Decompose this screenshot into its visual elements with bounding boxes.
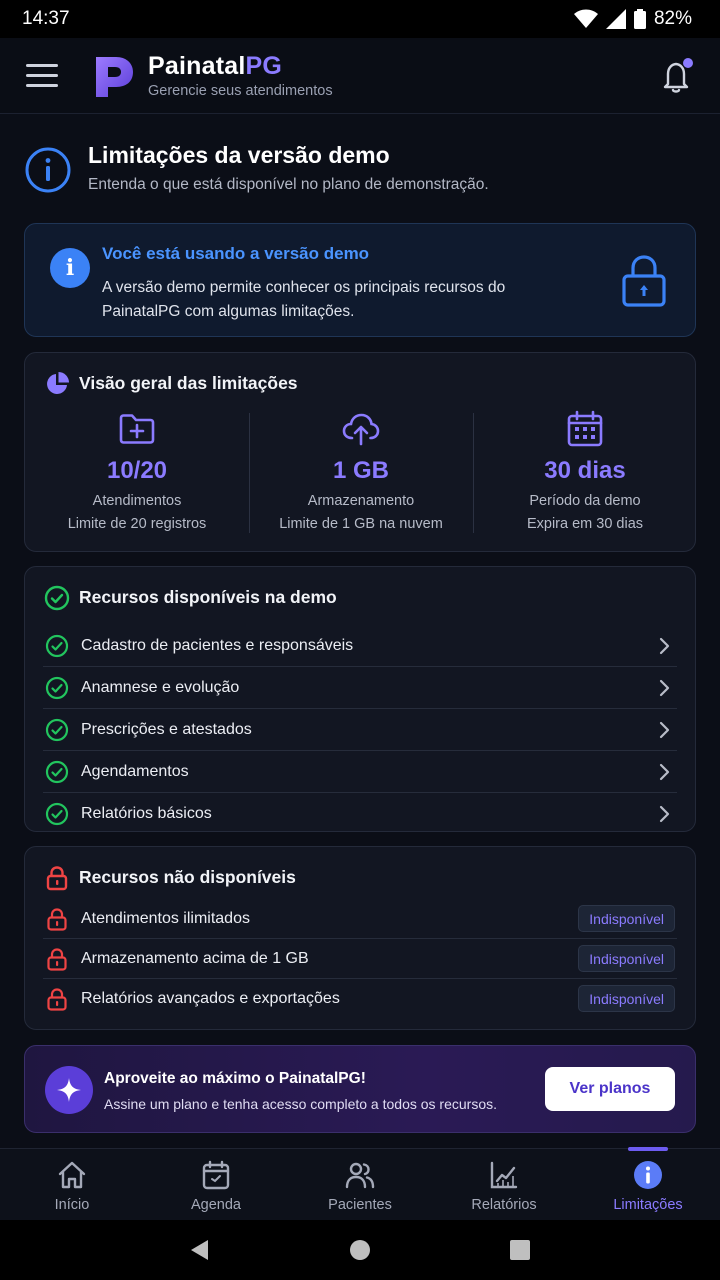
sparkle-icon — [45, 1066, 93, 1114]
stat-value: 10/20 — [106, 457, 168, 484]
stat-label: Período da demo — [529, 493, 641, 509]
battery-level: 82% — [653, 8, 692, 29]
nav-item-limitacoes[interactable] — [576, 1149, 720, 1220]
active-indicator — [628, 1147, 668, 1151]
unavailable-badge: Indisponível — [578, 985, 675, 1012]
list-item-label: Cadastro de pacientes e responsáveis — [81, 636, 354, 654]
nav-label: Pacientes — [328, 1197, 392, 1213]
list-item-label: Atendimentos ilimitados — [81, 909, 250, 927]
unavailable-title: Recursos não disponíveis — [79, 867, 296, 887]
cta-title: Aproveite ao máximo o PainatalPG! — [104, 1070, 366, 1087]
check-circle-icon — [45, 718, 69, 742]
calendar-icon — [200, 1159, 232, 1191]
chevron-right-icon — [657, 805, 671, 823]
list-item-label: Prescrições e atestados — [81, 720, 252, 738]
check-circle-icon — [44, 585, 70, 611]
wifi-icon — [574, 9, 598, 29]
list-item[interactable] — [43, 667, 677, 709]
lock-icon — [44, 865, 70, 891]
stats-row — [25, 409, 697, 539]
stat-armazenamento — [249, 409, 473, 539]
stat-periodo — [473, 409, 697, 539]
info-icon — [632, 1159, 664, 1191]
list-item-label: Relatórios básicos — [81, 805, 212, 822]
app-header — [0, 38, 720, 114]
nav-label: Relatórios — [471, 1197, 537, 1213]
overview-title: Visão geral das limitações — [79, 373, 298, 393]
lock-icon — [621, 254, 667, 308]
list-item-label: Relatórios avançados e exportações — [81, 990, 340, 1007]
nav-label: Início — [54, 1197, 90, 1213]
demo-notice-card — [24, 223, 696, 337]
painatal-logo-icon — [92, 53, 136, 99]
users-icon — [344, 1159, 376, 1191]
list-item[interactable] — [43, 709, 677, 751]
lock-icon — [45, 907, 69, 931]
lock-icon — [45, 947, 69, 971]
stat-value: 1 GB — [332, 457, 389, 484]
page-title: Limitações da versão demo — [88, 142, 390, 168]
overview-card — [24, 352, 696, 552]
nav-item-agenda[interactable] — [144, 1149, 288, 1220]
back-icon[interactable] — [189, 1239, 211, 1261]
available-features-card — [24, 566, 696, 832]
list-item[interactable] — [43, 625, 677, 667]
stat-note: Expira em 30 dias — [526, 516, 644, 532]
signal-icon — [606, 9, 626, 29]
nav-item-inicio[interactable] — [0, 1149, 144, 1220]
main-content — [0, 114, 720, 1148]
notification-bell-icon[interactable] — [660, 58, 694, 94]
demo-notice-text: A versão demo permite conhecer os principais recursos do PainatalPG com algumas limitações. — [102, 279, 506, 320]
menu-icon[interactable] — [26, 56, 66, 96]
list-item — [43, 899, 677, 939]
list-item[interactable] — [43, 793, 677, 835]
chevron-right-icon — [657, 763, 671, 781]
check-circle-icon — [45, 676, 69, 700]
brand-subtitle: Gerencie seus atendimentos — [148, 83, 333, 99]
chevron-right-icon — [657, 721, 671, 739]
lock-icon — [45, 987, 69, 1011]
stat-label: Atendimentos — [92, 493, 182, 509]
calendar-icon — [565, 409, 605, 449]
stat-label: Armazenamento — [307, 493, 415, 509]
stat-note: Limite de 20 registros — [67, 516, 207, 532]
list-item[interactable] — [43, 751, 677, 793]
brand-name: PainatalPG — [148, 52, 283, 80]
recents-icon[interactable] — [509, 1239, 531, 1261]
available-title: Recursos disponíveis na demo — [79, 587, 337, 607]
check-circle-icon — [45, 802, 69, 826]
available-list — [43, 625, 677, 835]
brand — [148, 52, 333, 99]
page-header — [24, 142, 696, 202]
demo-notice-title: Você está usando a versão demo — [102, 244, 370, 263]
system-navigation — [0, 1220, 720, 1280]
view-plans-button[interactable]: Ver planos — [545, 1067, 675, 1111]
unavailable-badge: Indisponível — [578, 945, 675, 972]
status-bar — [0, 0, 720, 38]
nav-label: Agenda — [191, 1197, 241, 1213]
chevron-right-icon — [657, 679, 671, 697]
status-icons — [574, 8, 692, 30]
info-icon: i — [50, 248, 90, 288]
stat-atendimentos — [25, 409, 249, 539]
unavailable-list — [43, 899, 677, 1019]
unavailable-badge: Indisponível — [578, 905, 675, 932]
folder-plus-icon — [117, 409, 157, 449]
nav-item-pacientes[interactable] — [288, 1149, 432, 1220]
list-item-label: Agendamentos — [81, 762, 189, 780]
upgrade-cta-card — [24, 1045, 696, 1133]
home-icon — [56, 1159, 88, 1191]
home-circle-icon[interactable] — [349, 1239, 371, 1261]
unavailable-features-card — [24, 846, 696, 1030]
info-circle-icon — [24, 146, 72, 194]
cta-subtitle: Assine um plano e tenha acesso completo a todos os recursos. — [104, 1096, 497, 1112]
list-item — [43, 979, 677, 1019]
page-subtitle: Entenda o que está disponível no plano de demonstração. — [88, 176, 489, 193]
bottom-navigation — [0, 1148, 720, 1220]
check-circle-icon — [45, 634, 69, 658]
list-item-label: Armazenamento acima de 1 GB — [81, 949, 309, 967]
chevron-right-icon — [657, 637, 671, 655]
stat-value: 30 dias — [544, 457, 626, 484]
list-item-label: Anamnese e evolução — [81, 678, 240, 696]
chart-line-icon — [488, 1159, 520, 1191]
pie-chart-icon — [44, 371, 70, 397]
battery-icon — [634, 9, 646, 29]
status-time: 14:37 — [22, 8, 70, 29]
check-circle-icon — [45, 760, 69, 784]
nav-label: Limitações — [613, 1197, 683, 1213]
cloud-upload-icon — [341, 409, 381, 449]
nav-item-relatorios[interactable] — [432, 1149, 576, 1220]
stat-note: Limite de 1 GB na nuvem — [279, 516, 443, 532]
list-item — [43, 939, 677, 979]
